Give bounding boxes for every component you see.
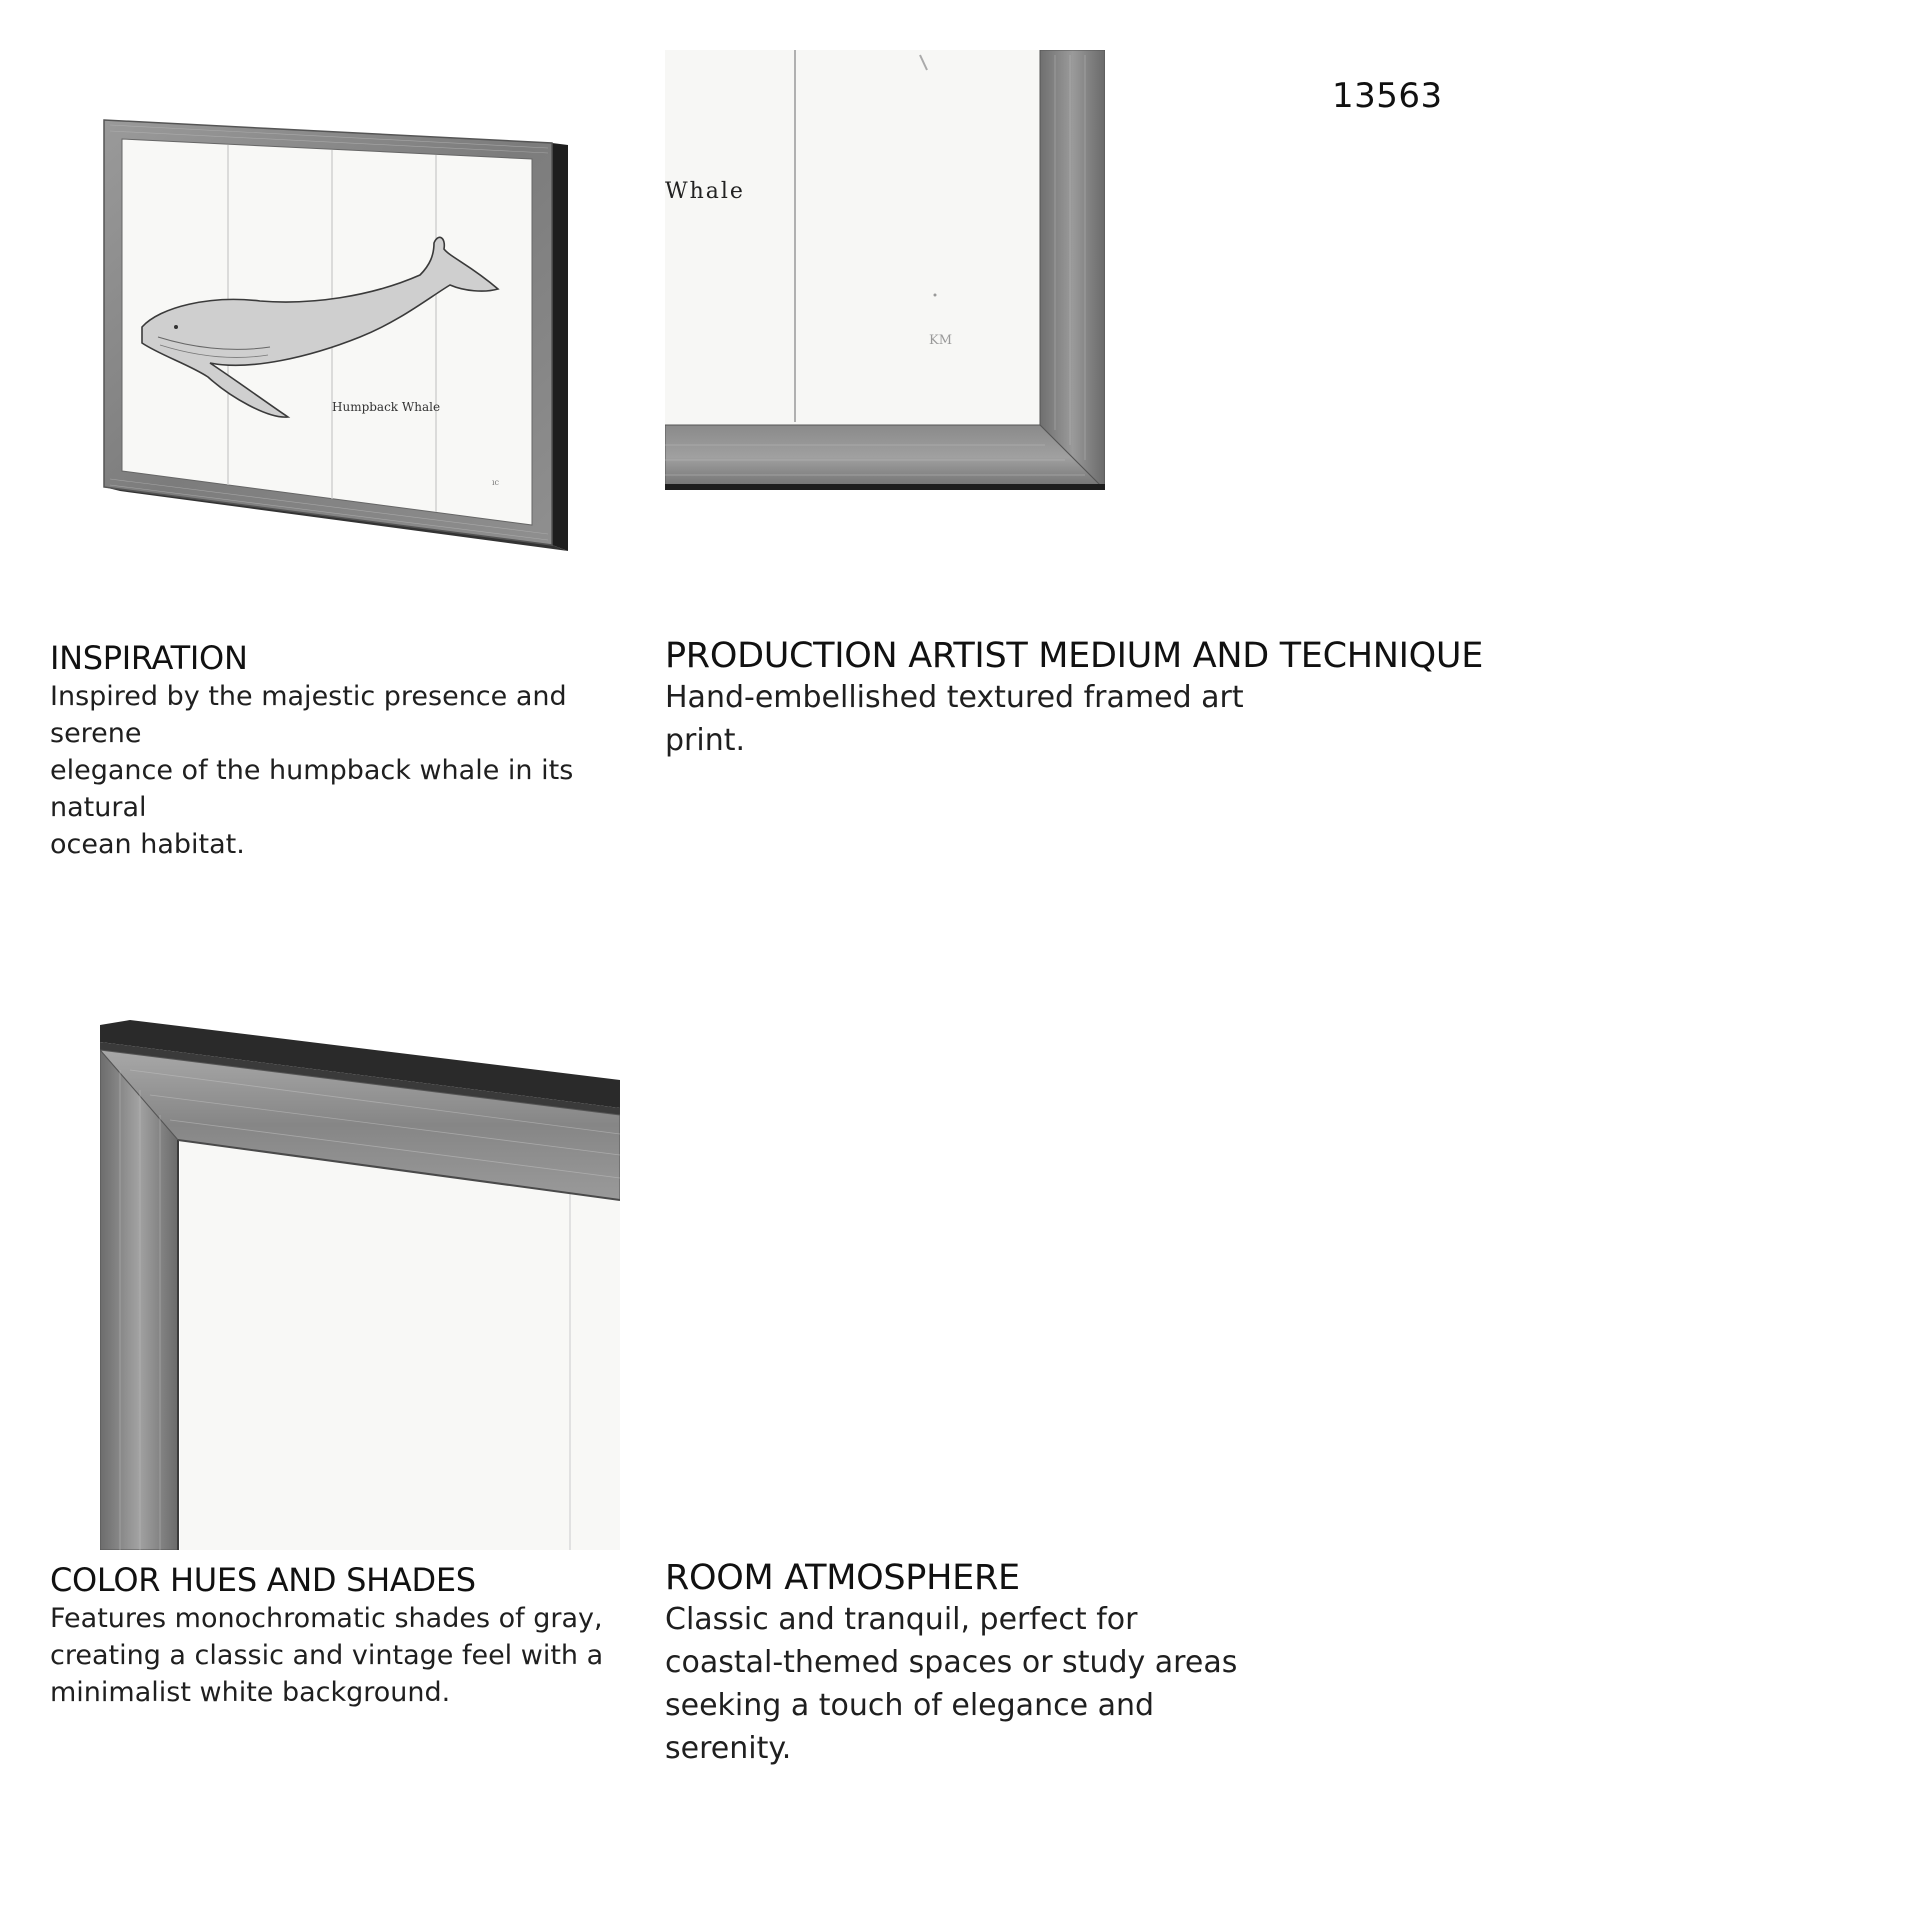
color-line: creating a classic and vintage feel with a [50,1640,604,1671]
art-caption: Humpback Whale [332,400,441,414]
inspiration-line: ocean habitat. [50,829,245,860]
room-line: coastal-themed spaces or study areas [665,1645,1238,1680]
production-line: Hand-embellished textured framed art [665,680,1244,715]
inspiration-body [50,678,650,863]
room-line: Classic and tranquil, perfect for [665,1602,1138,1637]
product-code: 13563 [1332,76,1443,116]
room-body [665,1598,1485,1770]
inspiration-section [50,638,650,863]
frame-edge-image [100,1020,620,1550]
room-line: serenity. [665,1731,792,1766]
room-line: seeking a touch of elegance and [665,1688,1155,1723]
color-body [50,1600,650,1711]
detail-initials: KM [929,333,953,348]
full-frame-image [100,115,580,555]
svg-text:ıc: ıc [492,478,500,487]
detail-whale-word: Whale [665,179,745,204]
production-line: print. [665,723,746,758]
color-section [50,1560,650,1711]
production-title: PRODUCTION ARTIST MEDIUM AND TECHNIQUE [665,636,1484,676]
color-line: minimalist white background. [50,1677,451,1708]
color-title: COLOR HUES AND SHADES [50,1561,476,1599]
inspiration-title: INSPIRATION [50,639,248,677]
production-body [665,676,1485,762]
inspiration-line: Inspired by the majestic presence and serene [50,681,567,749]
room-title: ROOM ATMOSPHERE [665,1558,1020,1598]
inspiration-line: elegance of the humpback whale in its natural [50,755,574,823]
detail-corner-image [665,50,1105,490]
production-section [665,636,1485,762]
color-line: Features monochromatic shades of gray, [50,1603,603,1634]
room-section [665,1558,1485,1770]
